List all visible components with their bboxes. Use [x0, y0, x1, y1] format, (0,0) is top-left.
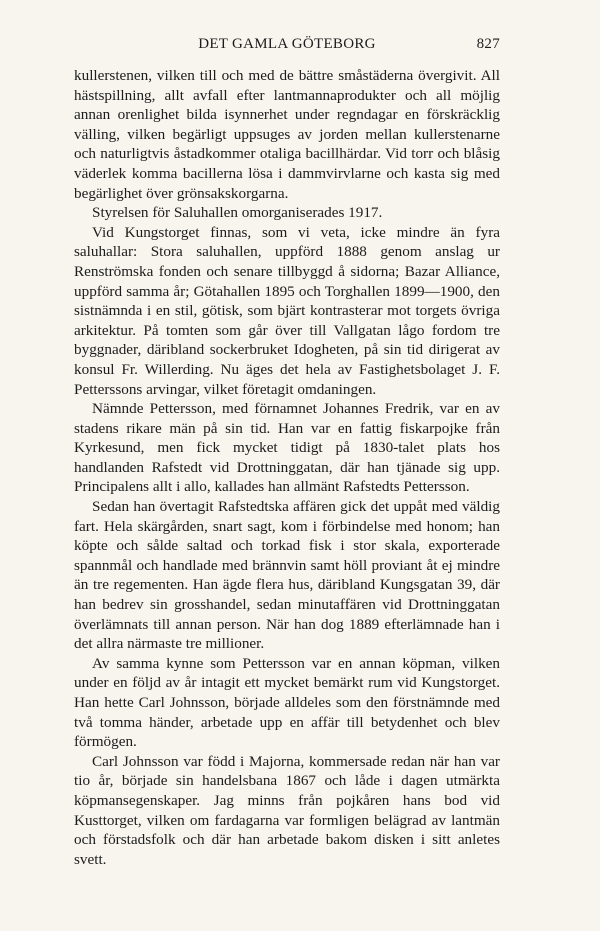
paragraph: Vid Kungstorget finnas, som vi veta, icke mindre än fyra saluhallar: Stora saluhallen, uppförd 1888 genom anslag ur Renströmska fonden och senare tillbyggd å sidorna; Bazar Alliance, uppförd samma år; Götahallen 1895 och Torghallen 1899—1900, den sistnämnda i en stil, götisk, som bjärt kontrasterar mot torgets övriga arkitektur. På tomten som går över till Vallgatan lågo fordom tre byggnader, däribland sockerbruket Idogheten, på sin tid dirigerat av konsul Fr. Willerding. Nu äges det hela av Fastighetsbolaget J. F. Petterssons arvingar, vilket företagit omdaningen. [74, 223, 500, 398]
paragraph: Nämnde Pettersson, med förnamnet Johannes Fredrik, var en av stadens rikare män på sin tid. Han var en fattig fiskarpojke från Kyrkesund, men fick mycket tidigt på 1830-talet plats hos handlanden Rafstedt vid Drottninggatan, där han tjänade sig upp. Principalens allt i allo, kallades han allmänt Rafstedts Pettersson. [74, 400, 500, 496]
running-title: DET GAMLA GÖTEBORG [198, 36, 376, 52]
paragraph: Av samma kynne som Pettersson var en annan köpman, vilken under en följd av år intagit ett mycket bemärkt rum vid Kungstorget. Han hette Carl Johnsson, började alldeles som den förstnämnde med två tomma händer, arbetade upp en affär till betydenhet och blev förmögen. [74, 654, 500, 751]
paragraph: Carl Johnsson var född i Majorna, kommersade redan när han var tio år, började sin handelsbana 1867 och låde i dagen utmärkta köpmansegenskaper. Jag minns från pojkåren hans bod vid Kusttorget, vilken om fardagarna var formligen belägrad av lantmän och förstadsfolk och där han arbetade bakom disken i sitt anletes svett. [74, 752, 500, 868]
paragraph: Styrelsen för Saluhallen omorganiserades 1917. [92, 204, 383, 222]
paragraph: Sedan han övertagit Rafstedtska affären gick det uppåt med väldig fart. Hela skärgården, snart sagt, kom i förbindelse med honom; han köpte och sålde saltad och torkad fisk i stor skala, exporterade spannmål och handlade med brännvin samt höll proviant åt ej mindre än tre regementen. Han ägde flera hus, däribland Kungsgatan 39, där han bedrev sin grosshandel, sedan minutaffären vid Drottninggatan överlämnats till annan person. När han dog 1889 efterlämnade han i det allra närmaste tre millioner. [74, 498, 500, 653]
page-body [74, 66, 500, 869]
page-number: 827 [476, 36, 500, 52]
paragraph: kullerstenen, vilken till och med de bättre småstäderna övergivit. All hästspillning, allt avfall efter lantmannaprodukter och all möjlig annan orenlighet bilda isynnerhet under regndagar en förskräcklig välling, vilken begärligt uppsuges av jorden mellan kullerstenarne och naturligtvis åstadkommer otaliga bacillhärdar. Vid torr och blåsig väderlek komma bacillerna lösa i dammvirvlarne och kasta sig med begärlighet över grönsakskorgarna. [74, 67, 500, 202]
running-header [74, 36, 500, 56]
